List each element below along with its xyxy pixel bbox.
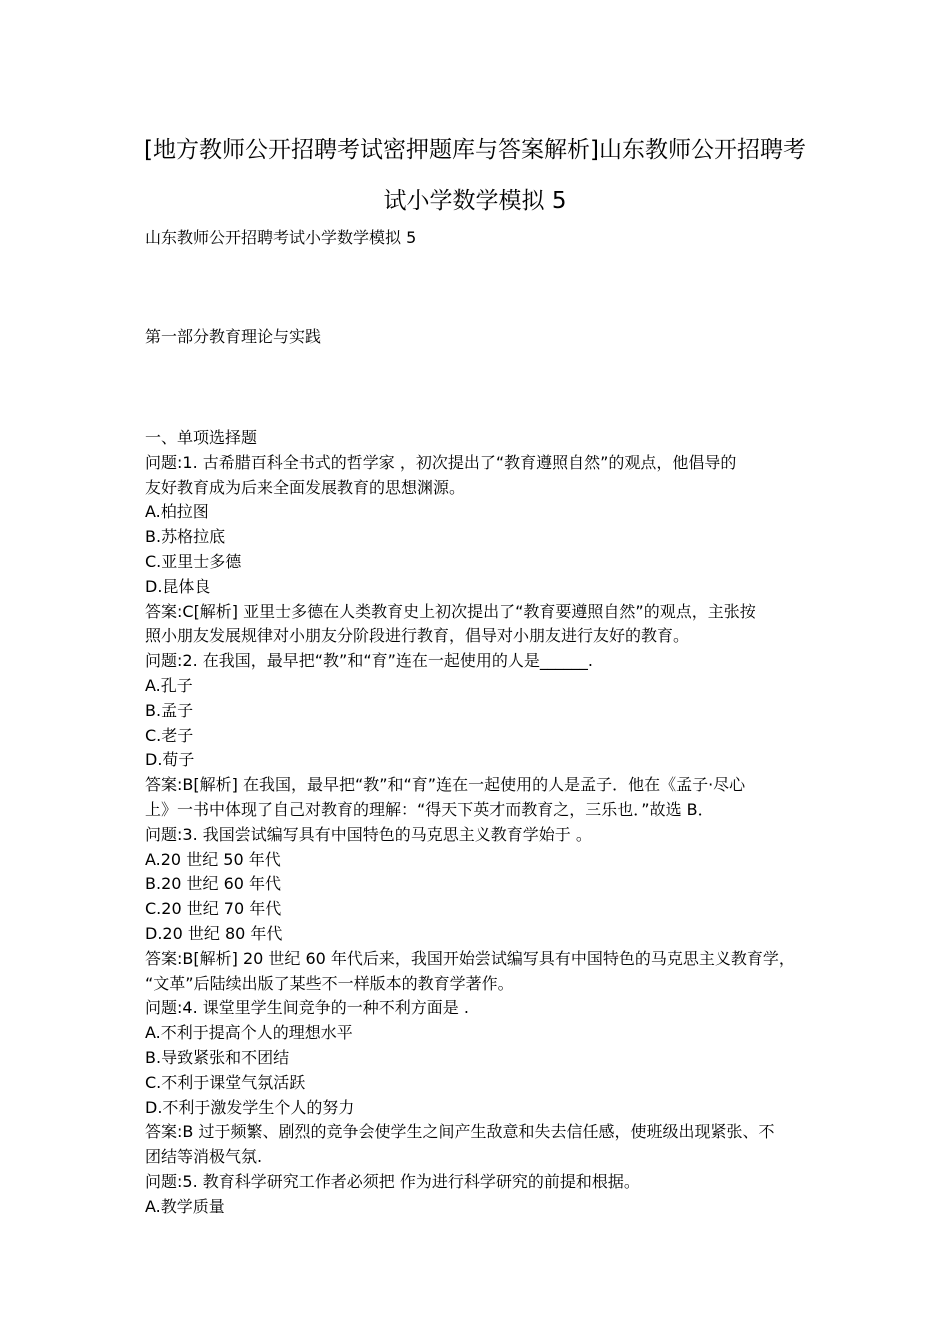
question-stem: 问题:1. 古希腊百科全书式的哲学家 ，初次提出了“教育遵照自然”的观点，他倡导的 — [145, 452, 737, 472]
answer-option: D.昆体良 — [145, 576, 211, 596]
answer-option: C.不利于课堂气氛活跃 — [145, 1072, 306, 1092]
answer-option: B.导致紧张和不团结 — [145, 1047, 290, 1067]
answer-option: C.老子 — [145, 725, 194, 745]
answer-option: A.20 世纪 50 年代 — [145, 849, 281, 869]
answer-explanation: 照小朋友发展规律对小朋友分阶段进行教育，倡导对小朋友进行友好的教育。 — [145, 626, 690, 646]
answer-option: D.20 世纪 80 年代 — [145, 923, 283, 943]
answer-option: B.孟子 — [145, 700, 194, 720]
question-5 — [145, 1170, 825, 1220]
document-subtitle: 山东教师公开招聘考试小学数学模拟 5 — [145, 228, 417, 247]
answer-explanation: 答案:B[解析] 20 世纪 60 年代后来，我国开始尝试编写具有中国特色的马克思主义教育学， — [145, 948, 795, 968]
question-stem: 问题:4. 课堂里学生间竞争的一种不利方面是 . — [145, 998, 469, 1018]
answer-option: D.荀子 — [145, 750, 195, 770]
question-stem: 问题:5. 教育科学研究工作者必须把 作为进行科学研究的前提和根据。 — [145, 1171, 640, 1191]
question-stem: 问题:2. 在我国，最早把“教”和“育”连在一起使用的人是______. — [145, 651, 593, 671]
question-2 — [145, 649, 825, 823]
question-stem: 问题:3. 我国尝试编写具有中国特色的马克思主义教育学始于 。 — [145, 824, 592, 844]
answer-option: A.不利于提高个人的理想水平 — [145, 1023, 353, 1043]
answer-explanation: 答案:C[解析] 亚里士多德在人类教育史上初次提出了“教育要遵照自然”的观点，主张按 — [145, 601, 756, 621]
answer-option: B.20 世纪 60 年代 — [145, 874, 282, 894]
answer-option: D.不利于激发学生个人的努力 — [145, 1097, 355, 1117]
answer-explanation: 上》一书中体现了自己对教育的理解：“得天下英才而教育之，三乐也．”故选 B． — [145, 799, 714, 819]
question-4 — [145, 996, 825, 1170]
answer-option: C.20 世纪 70 年代 — [145, 899, 282, 919]
answer-option: A.孔子 — [145, 675, 193, 695]
answer-option: B.苏格拉底 — [145, 527, 226, 547]
section-heading: 一、单项选择题 — [145, 428, 258, 447]
question-1 — [145, 451, 825, 649]
document-title-line-1: [地方教师公开招聘考试密押题库与答案解析]山东教师公开招聘考 — [144, 137, 806, 163]
question-3 — [145, 823, 825, 997]
answer-option: C.亚里士多德 — [145, 551, 242, 571]
answer-option: A.柏拉图 — [145, 502, 209, 522]
document-title-line-2: 试小学数学模拟 5 — [383, 188, 567, 214]
answer-explanation: 团结等消极气氛. — [145, 1147, 263, 1167]
answer-explanation: 答案:B 过于频繁、剧烈的竞争会使学生之间产生敌意和失去信任感，使班级出现紧张、不 — [145, 1122, 775, 1142]
answer-explanation: “文革”后陆续出版了某些不一样版本的教育学著作。 — [145, 973, 514, 993]
answer-explanation: 答案:B[解析] 在我国，最早把“教”和“育”连在一起使用的人是孟子．他在《孟子·尽心 — [145, 775, 746, 795]
question-stem: 友好教育成为后来全面发展教育的思想渊源。 — [145, 477, 466, 497]
question-list — [145, 426, 825, 1220]
part-heading: 第一部分教育理论与实践 — [145, 327, 322, 346]
answer-option: A.教学质量 — [145, 1196, 225, 1216]
